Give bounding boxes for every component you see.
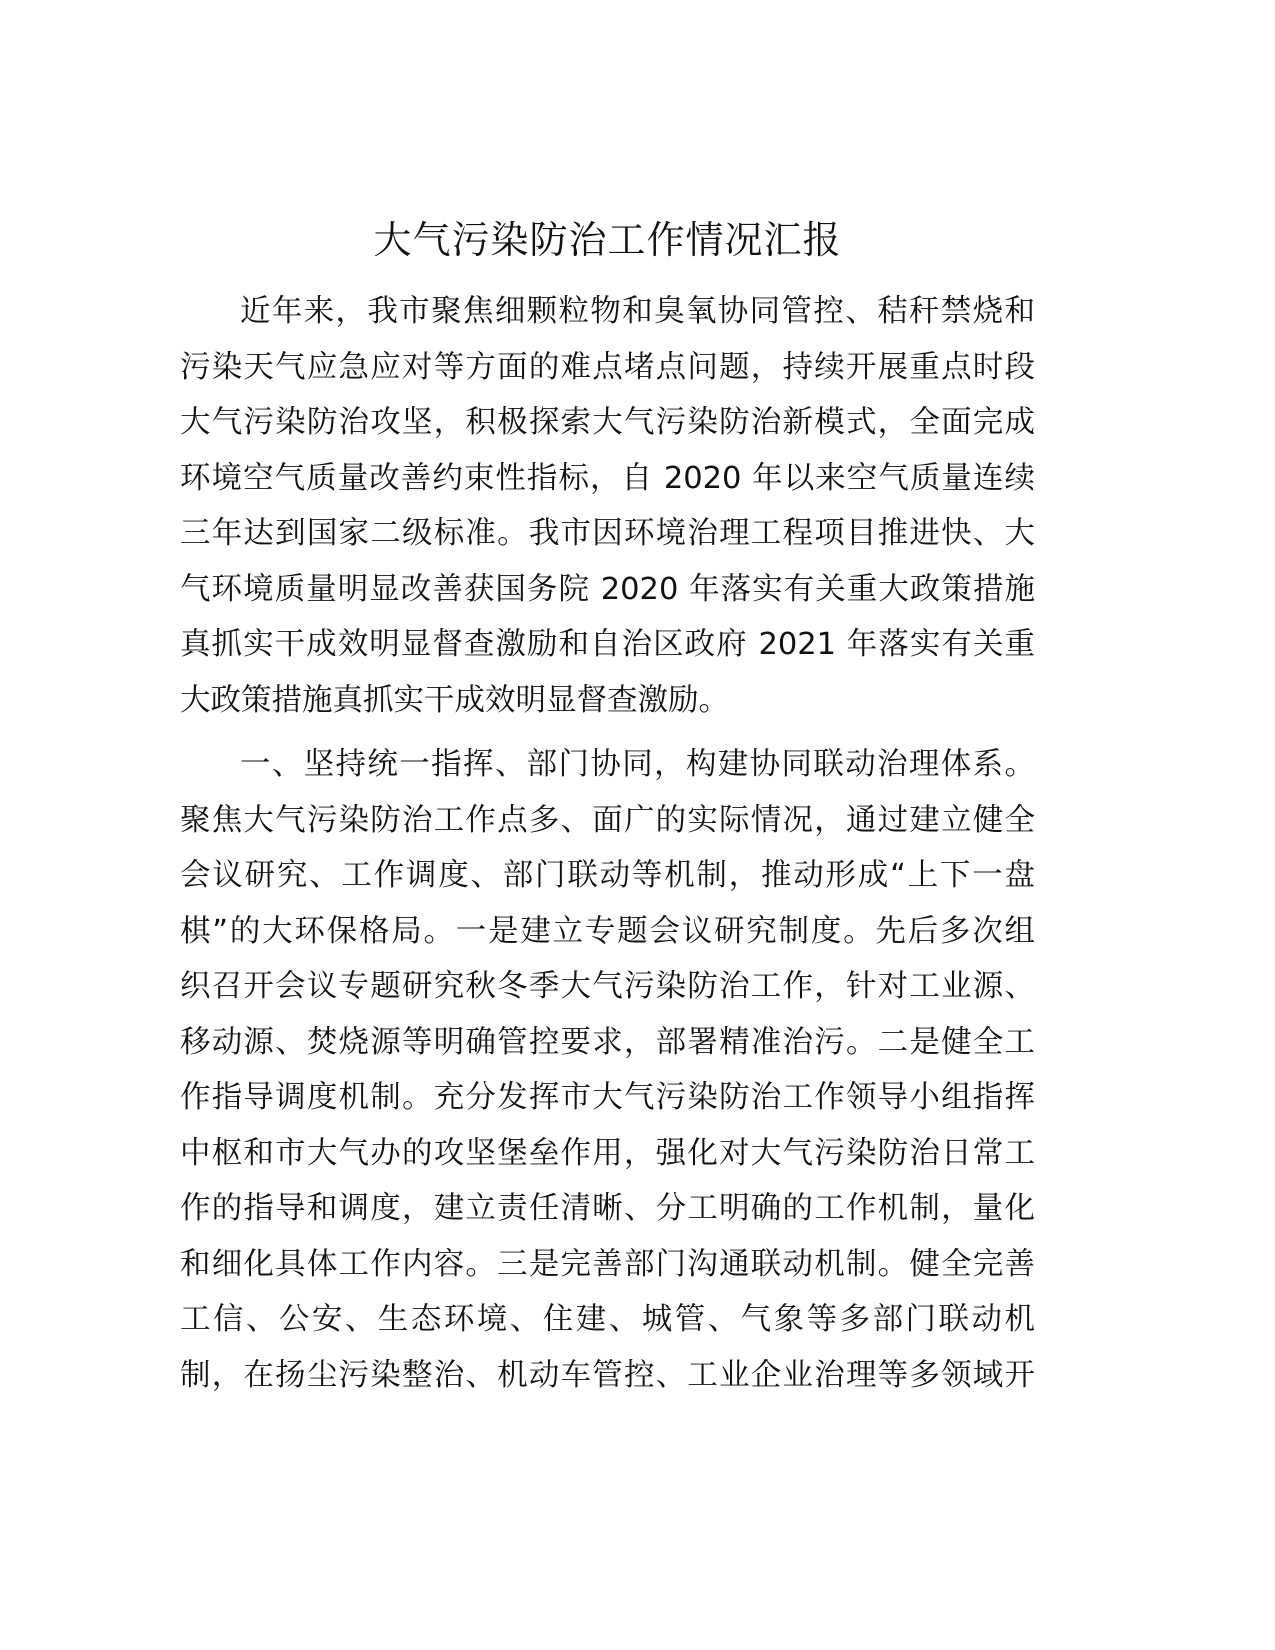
paragraph-intro [180,284,1035,728]
text-line: 棋”的大环保格局。一是建立专题会议研究制度。先后多次组 [180,913,1035,949]
text-line: 近年来，我市聚焦细颗粒物和臭氧协同管控、秸秆禁烧和 [240,294,1035,329]
text-line: 一、坚持统一指挥、部门协同，构建协同联动治理体系。 [240,747,1035,782]
text-line: 移动源、焚烧源等明确管控要求，部署精准治污。二是健全工 [180,1024,1035,1060]
paragraph-section-one [180,737,1035,1403]
text-line: 三年达到国家二级标准。我市因环境治理工程项目推进快、大 [180,516,1035,551]
document-title: 大气污染防治工作情况汇报 [373,218,842,262]
text-line: 制，在扬尘污染整治、机动车管控、工业企业治理等多领域开 [180,1357,1035,1393]
text-line: 大气污染防治攻坚，积极探索大气污染防治新模式，全面完成 [180,405,1035,440]
text-line: 中枢和市大气办的攻坚堡垒作用，强化对大气污染防治日常工 [180,1135,1035,1171]
text-line: 聚焦大气污染防治工作点多、面广的实际情况，通过建立健全 [180,802,1035,838]
text-line: 和细化具体工作内容。三是完善部门沟通联动机制。健全完善 [180,1246,1035,1282]
text-line: 工信、公安、生态环境、住建、城管、气象等多部门联动机 [180,1302,1035,1337]
text-line: 会议研究、工作调度、部门联动等机制，推动形成“上下一盘 [180,858,1035,893]
text-line: 污染天气应急应对等方面的难点堵点问题，持续开展重点时段 [180,349,1035,385]
text-line: 环境空气质量改善约束性指标，自 2020 年以来空气质量连续 [180,460,1035,496]
text-line: 作指导调度机制。充分发挥市大气污染防治工作领导小组指挥 [180,1080,1035,1115]
text-line: 作的指导和调度，建立责任清晰、分工明确的工作机制，量化 [180,1191,1035,1226]
text-line: 气环境质量明显改善获国务院 2020 年落实有关重大政策措施 [180,571,1035,607]
text-line: 织召开会议专题研究秋冬季大气污染防治工作，针对工业源、 [180,969,1035,1004]
text-line: 真抓实干成效明显督查激励和自治区政府 2021 年落实有关重 [180,627,1035,662]
text-line: 大政策措施真抓实干成效明显督查激励。 [180,682,729,718]
